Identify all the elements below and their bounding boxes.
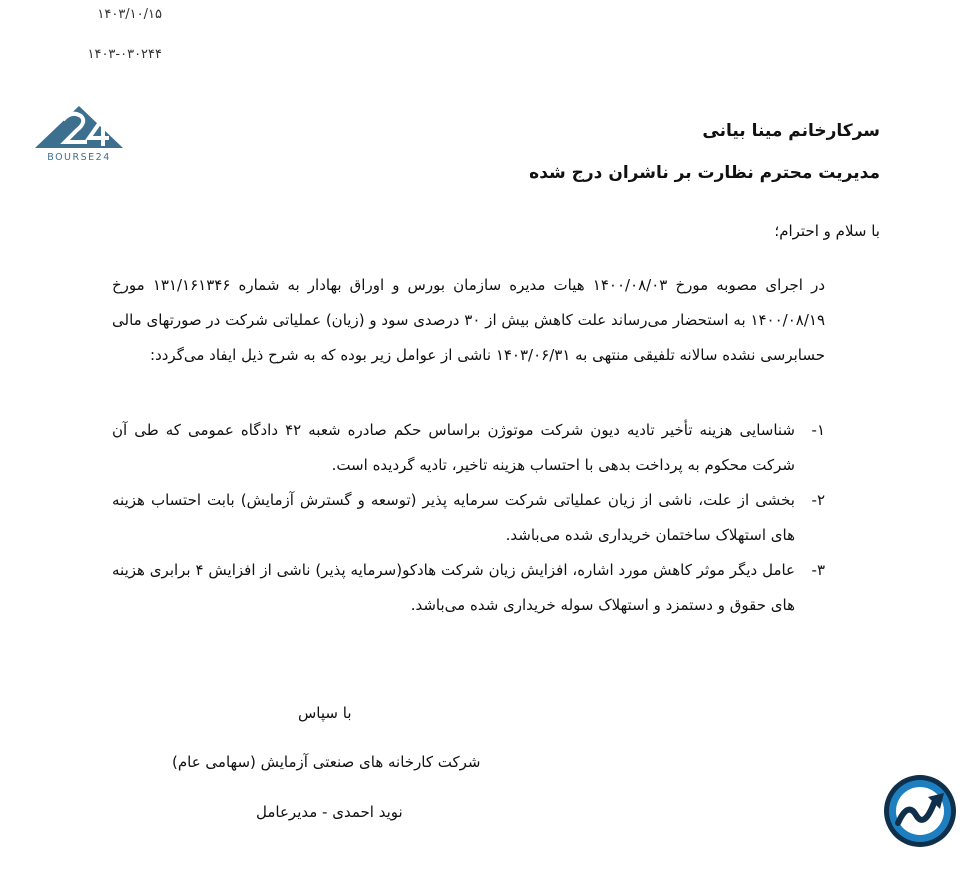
- recipient-title: مدیریت محترم نظارت بر ناشران درج شده: [529, 163, 880, 183]
- list-item-number: ۲-: [811, 491, 825, 509]
- reasons-list: [112, 413, 825, 623]
- closing-company: شرکت کارخانه های صنعتی آزمایش (سهامی عام): [172, 753, 481, 771]
- list-item-number: ۳-: [811, 561, 825, 579]
- greeting: با سلام و احترام؛: [774, 222, 880, 240]
- closing-thanks: با سپاس: [298, 704, 352, 722]
- letter-date: ۱۴۰۳/۱۰/۱۵: [97, 7, 162, 22]
- bourse24-logo: [33, 104, 125, 162]
- list-item: [112, 413, 825, 483]
- list-item-text: عامل دیگر موثر کاهش مورد اشاره، افزایش زیان شرکت هادکو(سرمایه پذیر) ناشی از افزایش ۴ برابری هزینه های حقوق و دستمزد و استهلاک سوله خریداری شده می‌باشد.: [112, 561, 796, 614]
- logo-wordmark: BOURSE24: [47, 152, 111, 162]
- list-item-text: شناسایی هزینه تأخیر تادیه دیون شرکت موتوژن براساس حکم صادره شعبه ۴۲ دادگاه عمومی که طی آن شرکت محکوم به پرداخت بدهی با احتساب هزینه تاخیر، تادیه گردیده است.: [112, 421, 795, 474]
- list-item-number: ۱-: [811, 421, 825, 439]
- list-item: [112, 483, 825, 553]
- list-item-text: بخشی از علت، ناشی از زیان عملیاتی شرکت سرمایه پذیر (توسعه و گسترش آزمایش) بابت احتساب هزینه های استهلاک ساختمان خریداری شده می‌باشد.: [112, 491, 795, 544]
- body-paragraph: در اجرای مصوبه مورخ ۱۴۰۰/۰۸/۰۳ هیات مدیره سازمان بورس و اوراق بهادار به شماره ۱۳۱/۱۶۱۳۴۶ مورخ ۱۴۰۰/۰۸/۱۹ به استحضار می‌رساند علت کاهش بیش از ۳۰ درصدی سود و (زیان) عملیاتی شرکت در صورتهای مالی حسابرسی نشده سالانه تلفیقی منتهی به ۱۴۰۳/۰۶/۳۱ ناشی از عوامل زیر بوده که به شرح ذیل ایفاد می‌گردد:: [112, 276, 825, 364]
- letter-number: ۱۴۰۳-۰۳۰۲۴۴: [87, 47, 162, 62]
- closing-signer: نوید احمدی - مدیرعامل: [256, 803, 403, 821]
- list-item: [112, 553, 825, 623]
- recipient-name: سرکارخانم مینا بیانی: [702, 121, 880, 141]
- trend-arrow-logo: [882, 773, 958, 849]
